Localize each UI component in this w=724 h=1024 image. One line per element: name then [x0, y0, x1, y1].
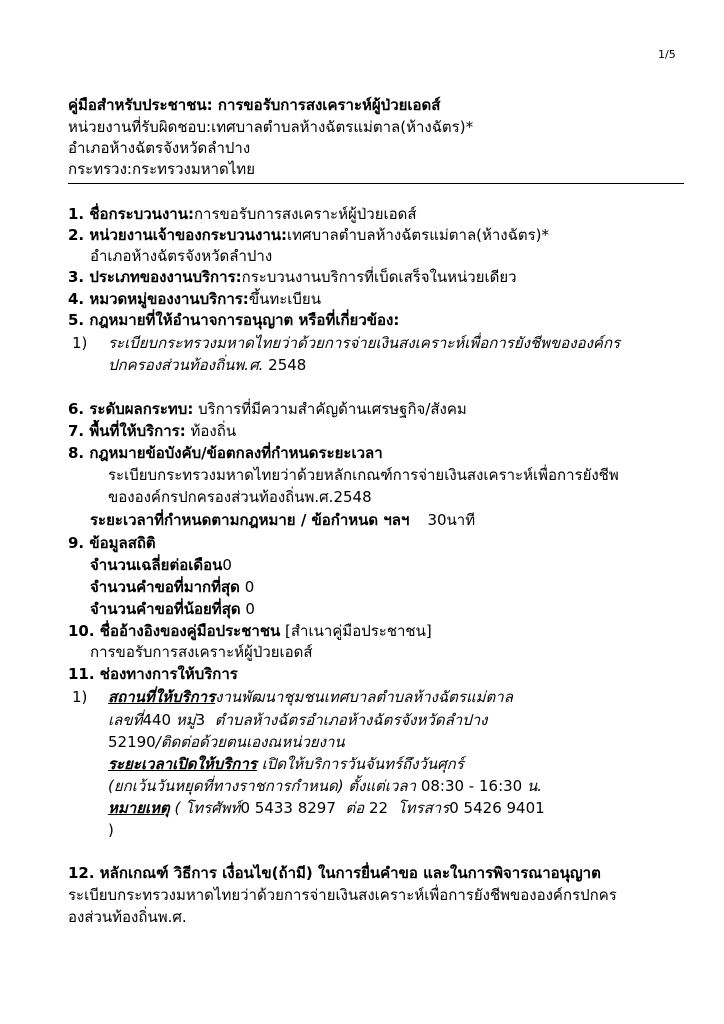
section-9-max-value: 0 [239, 578, 255, 596]
section-5-item-number: 1) [72, 334, 88, 352]
section-3-value: กระบวนงานบริการที่เบ็ดเสร็จในหน่วยเดียว [241, 268, 517, 286]
section-4-label: 4. หมวดหมู่ของงานบริการ: [68, 290, 249, 308]
note-fax-label: โทรสาร [397, 799, 450, 817]
section-5-label: 5. กฎหมายที่ให้อำนาจการอนุญาต หรือที่เกี่ยวข้อง: [68, 311, 400, 329]
note-ext-label: ต่อ [345, 799, 365, 817]
address-locality: ตำบลห้างฉัตรอำเภอห้างฉัตรจังหวัดลำปาง [214, 711, 488, 729]
section-1-label: 1. ชื่อกระบวนงาน: [68, 205, 194, 223]
section-11-hours [108, 753, 464, 775]
section-9-max-label: จำนวนคำขอที่มากที่สุด [90, 578, 240, 596]
section-4-value: ขึ้นทะเบียน [248, 290, 321, 308]
section-8-period-label: ระยะเวลาที่กำหนดตามกฎหมาย / ข้อกำหนด ฯลฯ [90, 511, 410, 529]
section-12-label: 12. หลักเกณฑ์ วิธีการ เงื่อนไข(ถ้ามี) ในการยื่นคำขอ และในการพิจารณาอนุญาต [68, 864, 601, 882]
address-house-label: เลขที่ [108, 711, 143, 729]
section-8-period [90, 509, 475, 531]
section-9-min-label: จำนวนคำขอที่น้อยที่สุด [90, 600, 241, 618]
section-11-hours-label: ระยะเวลาเปิดให้บริการ [108, 755, 257, 773]
section-7 [68, 420, 236, 442]
section-9-average [90, 554, 232, 576]
section-10-label: 10. ชื่ออ้างอิงของคู่มือประชาชน [68, 622, 281, 640]
section-2-value: เทศบาลตำบลห้างฉัตรแม่ตาล(ห้างฉัตร)* [287, 226, 549, 244]
section-12-line1: ระเบียบกระทรวงมหาดไทยว่าด้วยการจ่ายเงินสงเคราะห์เพื่อการยังชีพขององค์กรปกคร [68, 886, 617, 904]
note-ext-number: 22 [368, 799, 389, 817]
section-9-min [90, 598, 255, 620]
section-9-average-label: จำนวนเฉลี่ยต่อเดือน [90, 556, 223, 574]
section-9-max [90, 576, 254, 598]
section-11-label: 11. ช่องทางการให้บริการ [68, 665, 238, 683]
section-9-average-value: 0 [222, 556, 232, 574]
address-house-number: 440 [142, 711, 172, 729]
note-fax-number: 0 5426 9401 [449, 799, 545, 817]
section-5-law-line2 [108, 354, 306, 376]
page-title: คู่มือสำหรับประชาชน: การขอรับการสงเคราะห์ผู้ป่วยเอดส์ [68, 96, 441, 114]
header-divider [68, 183, 684, 184]
section-1 [68, 203, 417, 225]
section-3 [68, 266, 517, 288]
section-8-period-value: 30นาที [427, 511, 476, 529]
address-contact-note: /ติดต่อด้วยตนเองณหน่วยงาน [155, 733, 345, 751]
section-5-law-line1: ระเบียบกระทรวงมหาดไทยว่าด้วยการจ่ายเงินสงเคราะห์เพื่อการยังชีพขององค์กร [108, 334, 621, 352]
section-6-label: 6. ระดับผลกระทบ: [68, 400, 194, 418]
section-11-address-line1 [108, 709, 487, 731]
section-2-label: 2. หน่วยงานเจ้าของกระบวนงาน: [68, 226, 288, 244]
section-10-value-line2: การขอรับการสงเคราะห์ผู้ป่วยเอดส์ [90, 643, 313, 661]
section-8-label: 8. กฎหมายข้อบังคับ/ข้อตกลงที่กำหนดระยะเวลา [68, 444, 383, 462]
section-9-min-value: 0 [240, 600, 255, 618]
section-11-hours-line2 [108, 775, 542, 797]
section-5-law-year: 2548 [268, 356, 307, 374]
section-1-value: การขอรับการสงเคราะห์ผู้ป่วยเอดส์ [193, 205, 417, 223]
hours-unit: น. [527, 777, 543, 795]
note-label: หมายเหตุ [108, 799, 170, 817]
responsible-agency: หน่วยงานที่รับผิดชอบ:เทศบาลตำบลห้างฉัตรแม่ตาล(ห้างฉัตร)* [68, 118, 474, 136]
section-3-label: 3. ประเภทของงานบริการ: [68, 268, 242, 286]
section-6 [68, 398, 467, 420]
hours-from-label: ตั้งแต่เวลา [348, 777, 417, 795]
section-10-value: [สำเนาคู่มือประชาชน] [280, 622, 432, 640]
section-11-location-label: สถานที่ให้บริการ [108, 688, 216, 706]
page-number: 1/5 [658, 48, 676, 61]
district-province: อำเภอห้างฉัตรจังหวัดลำปาง [68, 139, 251, 157]
hours-exception-note: (ยกเว้นวันหยุดที่ทางราชการกำหนด) [108, 777, 344, 795]
note-phone-label: ( โทรศัพท์ [174, 799, 241, 817]
note-phone-number: 0 5433 8297 [240, 799, 336, 817]
section-7-value: ท้องถิ่น [185, 422, 237, 440]
address-postcode: 52190 [108, 733, 156, 751]
section-9-label: 9. ข้อมูลสถิติ [68, 534, 156, 552]
section-11-location-value: งานพัฒนาชุมชนเทศบาลตำบลห้างฉัตรแม่ตาล [215, 688, 513, 706]
section-8-law-line2: ขององค์กรปกครองส่วนท้องถิ่นพ.ศ.2548 [108, 488, 372, 506]
ministry: กระทรวง:กระทรวงมหาดไทย [68, 160, 255, 178]
section-10 [68, 620, 432, 642]
address-moo-number: 3 [195, 711, 206, 729]
section-6-value: บริการที่มีความสำคัญด้านเศรษฐกิจ/สังคม [193, 400, 467, 418]
section-2 [68, 224, 549, 246]
section-11-location [108, 686, 513, 708]
section-11-note [108, 797, 545, 819]
section-12-line2: องส่วนท้องถิ่นพ.ศ. [68, 908, 187, 926]
section-11-note-close: ) [108, 821, 114, 839]
section-11-item-number: 1) [72, 688, 88, 706]
section-7-label: 7. พื้นที่ให้บริการ: [68, 422, 186, 440]
section-11-address-line2 [108, 731, 345, 753]
hours-range: 08:30 - 16:30 [420, 777, 523, 795]
section-4 [68, 288, 321, 310]
section-11-hours-value: เปิดให้บริการวันจันทร์ถึงวันศุกร์ [256, 755, 464, 773]
address-moo-label: หมู่ [175, 711, 196, 729]
section-8-law-line1: ระเบียบกระทรวงมหาดไทยว่าด้วยหลักเกณฑ์การจ่ายเงินสงเคราะห์เพื่อการยังชีพ [108, 466, 619, 484]
section-2-value-line2: อำเภอห้างฉัตรจังหวัดลำปาง [90, 247, 273, 265]
section-5-law-text: ปกครองส่วนท้องถิ่นพ.ศ. [108, 356, 264, 374]
